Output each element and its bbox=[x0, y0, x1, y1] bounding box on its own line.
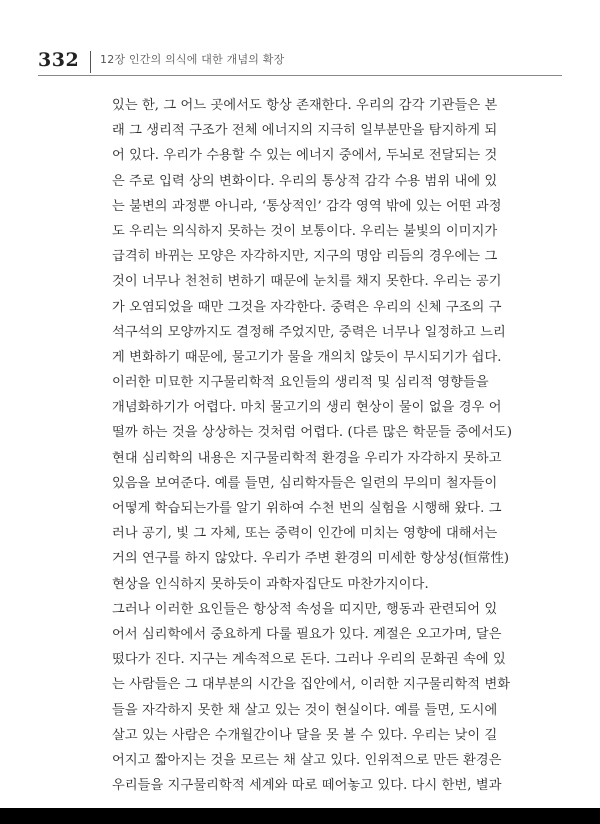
text-line: 들을 자각하지 못한 채 살고 있는 것이 현실이다. 예를 들면, 도시에 bbox=[112, 702, 498, 718]
text-line: 은 주로 입력 상의 변화이다. 우리의 통상적 감각 수용 범위 내에 있 bbox=[112, 173, 498, 189]
page-header bbox=[38, 47, 562, 77]
text-line: 그러나 이러한 요인들은 항상적 속성을 띠지만, 행동과 관련되어 있 bbox=[112, 601, 498, 617]
text-line: 현상을 인식하지 못하듯이 과학자집단도 마찬가지이다. bbox=[112, 576, 429, 592]
text-line: 래 그 생리적 구조가 전체 에너지의 지극히 일부분만을 탐지하게 되 bbox=[112, 123, 498, 139]
text-line: 가 오염되었을 때만 그것을 자각한다. 중력은 우리의 신체 구조의 구 bbox=[112, 299, 502, 315]
text-line: 어서 심리학에서 중요하게 다룰 필요가 있다. 계절은 오고가며, 달은 bbox=[112, 626, 502, 642]
text-line: 어 있다. 우리가 수용할 수 있는 에너지 중에서, 두뇌로 전달되는 것 bbox=[112, 148, 498, 164]
text-line: 이러한 미묘한 지구물리학적 요인들의 생리적 및 심리적 영향들을 bbox=[112, 375, 489, 391]
text-line: 도 우리는 의식하지 못하는 것이 보통이다. 우리는 불빛의 이미지가 bbox=[112, 223, 498, 239]
text-line: 우리들을 지구물리학적 세계와 따로 떼어놓고 있다. 다시 한번, 별과 bbox=[112, 778, 502, 794]
text-line: 러나 공기, 빛 그 자체, 또는 중력이 인간에 미치는 영향에 대해서는 bbox=[112, 526, 498, 542]
text-line: 떴다가 진다. 지구는 계속적으로 돈다. 그러나 우리의 문화권 속에 있 bbox=[112, 652, 506, 668]
running-title: 12장 인간의 의식에 대한 개념의 확장 bbox=[100, 53, 285, 66]
text-line: 떨까 하는 것을 상상하는 것처럼 어렵다. (다른 많은 학문들 중에서도) bbox=[112, 425, 513, 441]
text-line: 개념화하기가 어렵다. 마치 물고기의 생리 현상이 물이 없을 경우 어 bbox=[112, 400, 502, 416]
text-line: 있음을 보여준다. 예를 들면, 심리학자들은 일련의 무의미 철자들이 bbox=[112, 475, 498, 491]
bottom-bar bbox=[0, 808, 600, 824]
text-line: 거의 연구를 하지 않았다. 우리가 주변 환경의 미세한 항상성(恒常性) bbox=[112, 551, 510, 567]
header-rule bbox=[38, 75, 562, 76]
text-line: 는 사람들은 그 대부분의 시간을 집안에서, 이러한 지구물리학적 변화 bbox=[112, 677, 511, 693]
text-line: 게 변화하기 때문에, 물고기가 물을 개의치 않듯이 무시되기가 쉽다. bbox=[112, 349, 502, 365]
text-line: 는 불변의 과정뿐 아니라, ‘통상적인’ 감각 영역 밖에 있는 어떤 과정 bbox=[112, 198, 502, 214]
body-text bbox=[112, 93, 530, 798]
text-line: 급격히 바뀌는 모양은 자각하지만, 지구의 명암 리듬의 경우에는 그 bbox=[112, 249, 498, 265]
text-line: 있는 한, 그 어느 곳에서도 항상 존재한다. 우리의 감각 기관들은 본 bbox=[112, 98, 498, 113]
text-line: 현대 심리학의 내용은 지구물리학적 환경을 우리가 자각하지 못하고 bbox=[112, 450, 502, 466]
header-divider bbox=[90, 51, 91, 73]
text-line: 살고 있는 사람은 수개월간이나 달을 못 볼 수 있다. 우리는 낮이 길 bbox=[112, 727, 498, 743]
text-line: 어지고 짧아지는 것을 모르는 채 살고 있다. 인위적으로 만든 환경은 bbox=[112, 752, 502, 768]
page-number: 332 bbox=[38, 49, 80, 71]
text-line: 석구석의 모양까지도 결정해 주었지만, 중력은 너무나 일정하고 느리 bbox=[112, 324, 506, 340]
text-line: 어떻게 학습되는가를 알기 위하여 수천 번의 실험을 시행해 왔다. 그 bbox=[112, 501, 502, 516]
text-line: 것이 너무나 천천히 변하기 때문에 눈치를 채지 못한다. 우리는 공기 bbox=[112, 274, 502, 290]
